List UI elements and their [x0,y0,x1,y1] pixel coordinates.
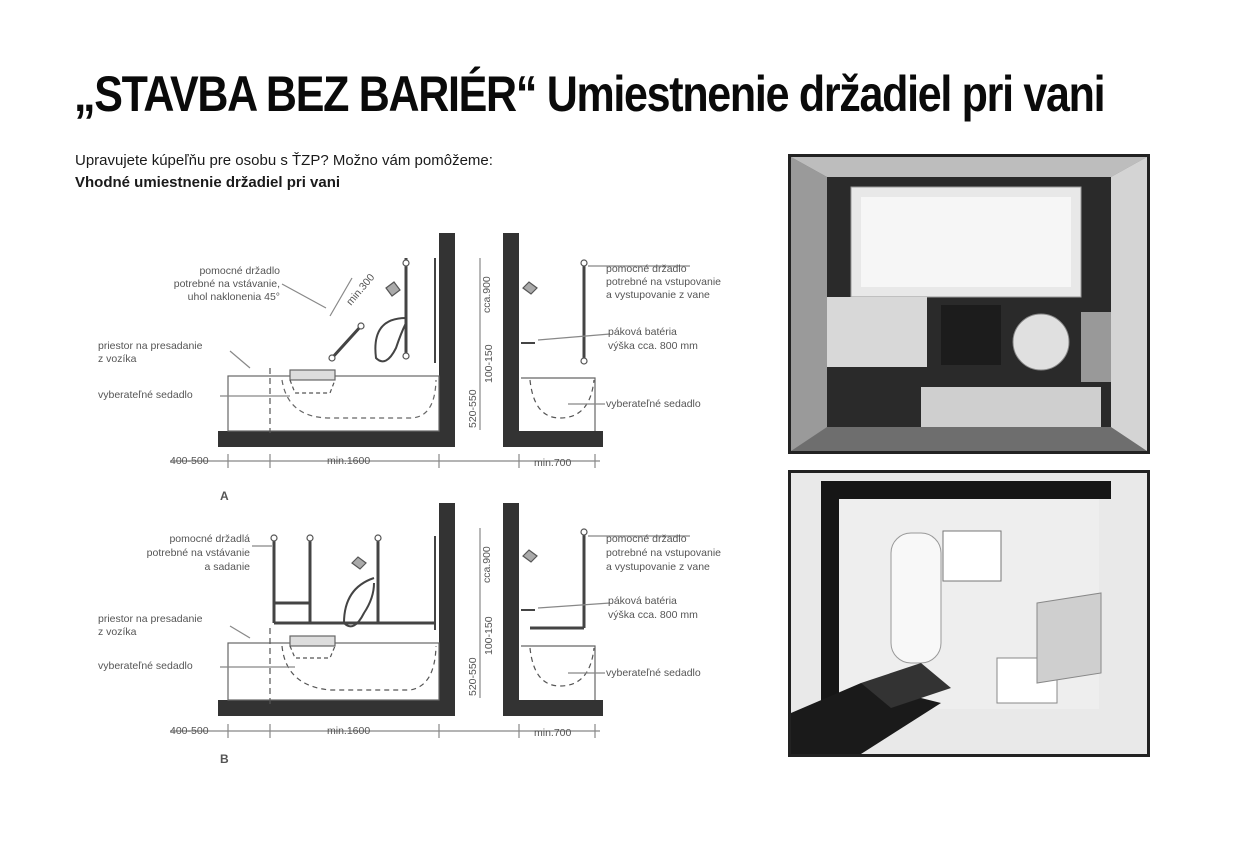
side-grab-label-a-2: potrebné na vstupovanie [606,276,722,288]
grab-label-a-3: uhol naklonenia 45° [187,291,280,303]
intro-subtitle: Vhodné umiestnenie držadiel pri vani [75,174,341,191]
faucet-label-b-1: páková batéria [608,595,677,607]
dim-cca900-b: cca.900 [481,546,493,583]
transfer-label-b-2: z vozíka [98,626,137,638]
side-seat-label-b: vyberateľné sedadlo [606,667,701,679]
dim-min700-a: min.700 [534,457,572,469]
floor-front-b [218,700,455,716]
dim-cca900-a: cca.900 [481,276,493,313]
transfer-label-b-1: priestor na presadanie [98,613,203,625]
diagram-a-labels [98,263,721,503]
side-grab-label-a-1: pomocné držadlo [606,263,687,275]
floor-front-a [218,431,455,447]
dim-400-500-a: 400-500 [170,455,209,467]
transfer-label-a-1: priestor na presadanie [98,340,203,352]
seat-label-b: vyberateľné sedadlo [98,660,193,672]
grab-label-a-2: potrebné na vstávanie, [173,278,280,290]
grab-label-b-3: a sadanie [204,561,250,573]
seat-label-a: vyberateľné sedadlo [98,389,193,401]
side-seat-label-a: vyberateľné sedadlo [606,398,701,410]
min300-label-a: min.300 [344,271,378,308]
dim-400-500-b: 400-500 [170,725,209,737]
side-grab-label-a-3: a vystupovanie z vane [606,289,710,301]
grab-label-b-1: pomocné držadlá [169,533,250,545]
bathtub-grab-bar-diagrams [90,218,760,773]
dim-100-150-a: 100-150 [483,344,495,383]
dim-min1600-a: min.1600 [327,455,371,467]
seat-b [290,636,335,646]
page-title: „STAVBA BEZ BARIÉR“ Umiestnenie držadiel pri vani [74,66,1105,122]
seat-a [290,370,335,380]
dim-min1600-b: min.1600 [327,725,371,737]
faucet-label-a-1: páková batéria [608,326,677,338]
faucet-label-a-2: výška cca. 800 mm [608,340,698,352]
dim-520-550-b: 520-550 [467,657,479,696]
section-label-b: B [220,752,229,766]
side-grab-label-b-2: potrebné na vstupovanie [606,547,722,559]
dim-520-550-a: 520-550 [467,389,479,428]
wall-front-a [439,233,455,433]
intro-line: Upravujete kúpeľňu pre osobu s ŤZP? Možno vám pomôžeme: [75,152,493,169]
grab-label-b-2: potrebné na vstávanie [146,547,250,559]
wall-side-b [503,503,519,703]
section-label-a: A [220,489,229,503]
floor-side-b [503,700,603,716]
faucet-label-b-2: výška cca. 800 mm [608,609,698,621]
side-grab-label-b-1: pomocné držadlo [606,533,687,545]
grab-label-a-1: pomocné držadlo [199,265,280,277]
dim-100-150-b: 100-150 [483,616,495,655]
bathroom-render-top [788,154,1150,454]
dim-min700-b: min.700 [534,727,572,739]
wall-front-b [439,503,455,703]
side-grab-label-b-3: a vystupovanie z vane [606,561,710,573]
intro-text [75,150,635,194]
floor-side-a [503,431,603,447]
transfer-label-a-2: z vozíka [98,353,137,365]
bathroom-render-plan [788,470,1150,757]
tub-front-b [228,643,439,700]
wall-side-a [503,233,519,433]
